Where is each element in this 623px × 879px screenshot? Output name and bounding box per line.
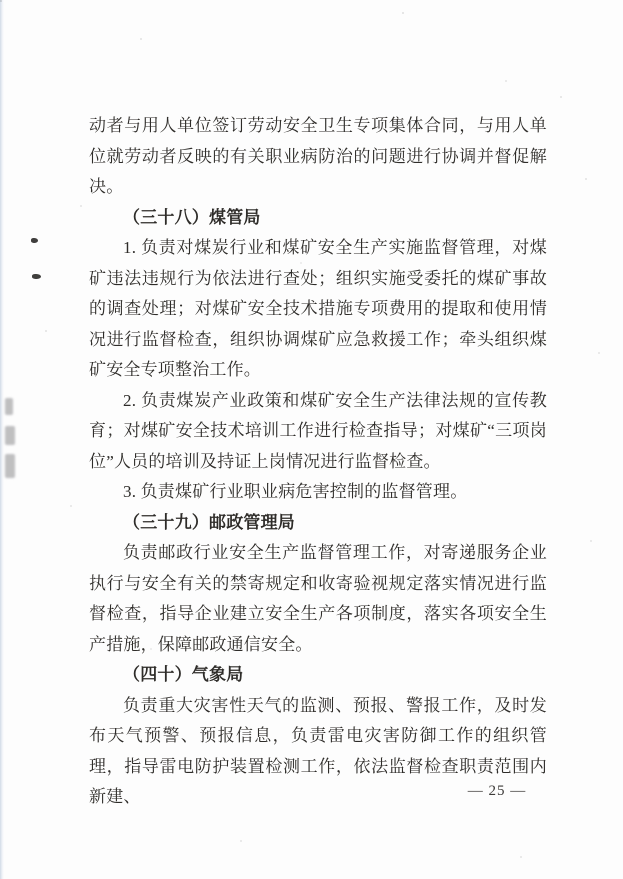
paragraph-continuation: 动者与用人单位签订劳动安全卫生专项集体合同，与用人单位就劳动者反映的有关职业病防治的问题进行协调并督促解决。 — [89, 116, 547, 196]
section-heading-39-postal-bureau: （三十九）邮政管理局 — [123, 512, 295, 532]
paragraph-meteorological-duties: 负责重大灾害性天气的监测、预报、警报工作，及时发布天气预警、预报信息，负责雷电灾害防御工作的组织管理，指导雷电防护装置检测工作，依法监督检查职责范围内新建、 — [89, 695, 547, 806]
scan-speck — [31, 238, 38, 243]
paragraph-coal-item-2: 2. 负责煤炭产业政策和煤矿安全生产法律法规的宣传教育；对煤矿安全技术培训工作进行检查指导；对煤矿“三项岗位”人员的培训及持证上岗情况进行监督检查。 — [89, 390, 547, 471]
scan-edge-shadow — [0, 0, 4, 879]
paragraph-coal-item-1: 1. 负责对煤炭行业和煤矿安全生产实施监督管理，对煤矿违法违规行为依法进行查处；组织实施受委托的煤矿事故的调查处理；对煤矿安全技术措施专项费用的提取和使用情况进行监督检查，组织协调煤矿应急救援工作；牵头组织煤矿安全专项整治工作。 — [89, 238, 547, 379]
section-heading-38-coal-bureau: （三十八）煤管局 — [123, 207, 261, 227]
paragraph-postal-duties: 负责邮政行业安全生产监督管理工作，对寄递服务企业执行与安全有关的禁寄规定和收寄验视规定落实情况进行监督检查，指导企业建立安全生产各项制度，落实各项安全生产措施，保障邮政通信安全。 — [89, 543, 547, 654]
scan-smudge — [5, 398, 13, 415]
document-body — [89, 111, 547, 813]
section-heading-40-meteorological-bureau: （四十）气象局 — [123, 665, 244, 684]
scan-smudge — [5, 426, 15, 445]
page-number: — 25 — — [467, 783, 527, 799]
scan-dust — [0, 0, 2, 2]
scan-speck — [32, 274, 41, 279]
scan-smudge — [5, 454, 15, 478]
paragraph-coal-item-3: 3. 负责煤矿行业职业病危害控制的监督管理。 — [123, 482, 468, 501]
